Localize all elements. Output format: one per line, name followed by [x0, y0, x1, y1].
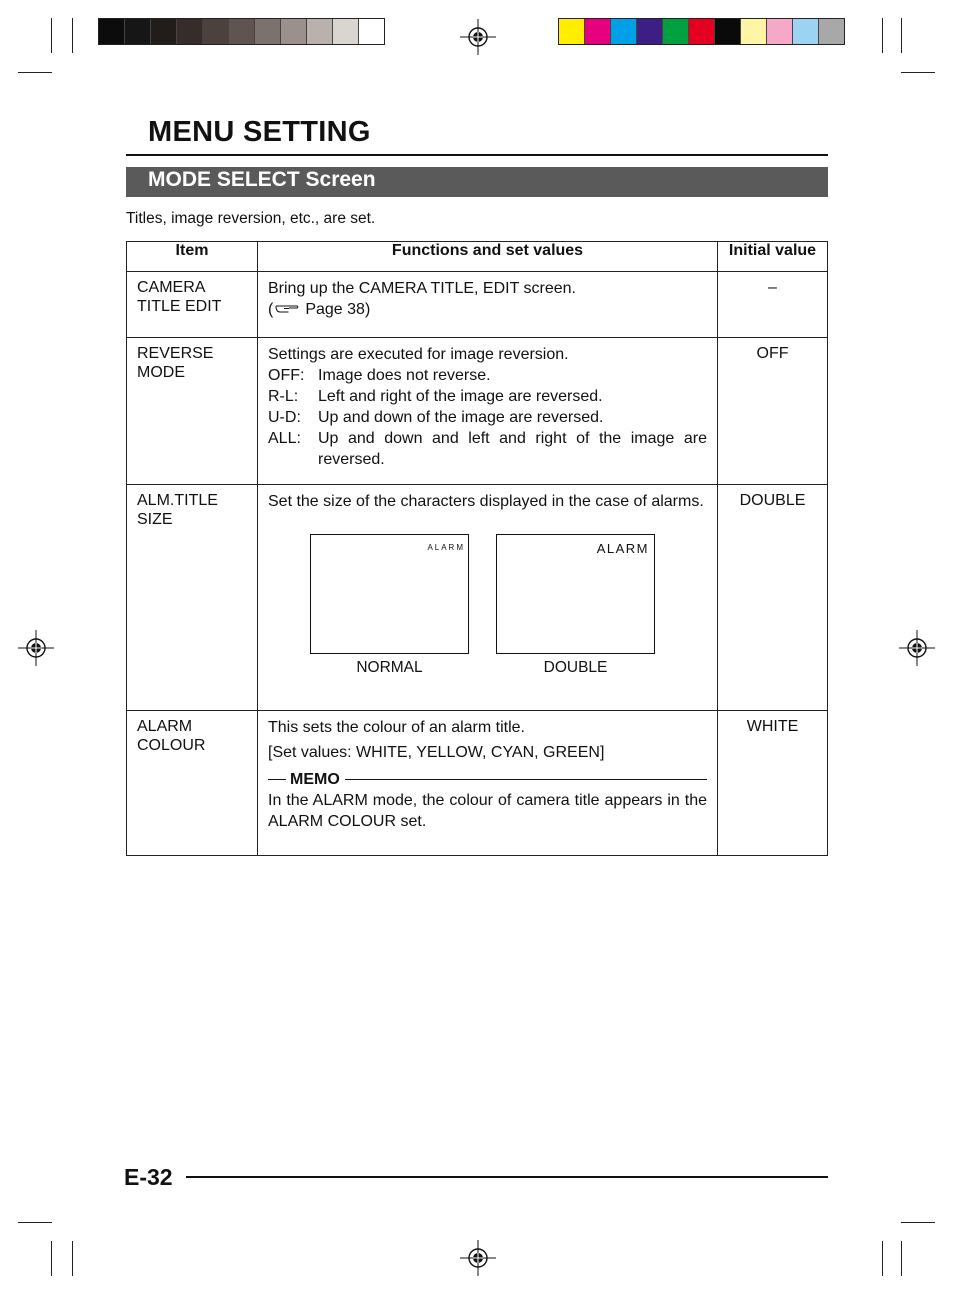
- memo-text: In the ALARM mode, the colour of camera title appears in the ALARM COLOUR set.: [268, 792, 707, 830]
- double-alarm-text: ALARM: [596, 541, 649, 556]
- initial-reverse-mode: OFF: [718, 338, 828, 485]
- color-swatch: [255, 19, 281, 44]
- color-swatch: [229, 19, 255, 44]
- crop-mark: [901, 72, 935, 73]
- color-swatch: [611, 19, 637, 44]
- normal-caption: NORMAL: [356, 659, 423, 676]
- section-title: MODE SELECT Screen: [148, 168, 376, 191]
- function-alarm-colour: [258, 711, 718, 856]
- function-alm-title-size: [258, 485, 718, 711]
- color-swatch: [819, 19, 844, 44]
- color-swatch: [125, 19, 151, 44]
- camera-title-edit-desc: Bring up the CAMERA TITLE, EDIT screen.: [268, 280, 576, 297]
- double-preview-screen: [496, 534, 655, 654]
- normal-preview-screen: [310, 534, 469, 654]
- page-reference: ( Page 38): [268, 301, 371, 318]
- color-swatch: [585, 19, 611, 44]
- initial-camera-title-edit: –: [718, 272, 828, 338]
- registration-mark-icon: [460, 1240, 496, 1276]
- item-camera-title-edit: CAMERA TITLE EDIT: [127, 272, 258, 338]
- color-swatch: [203, 19, 229, 44]
- function-camera-title-edit: [258, 272, 718, 338]
- color-swatch: [177, 19, 203, 44]
- memo-header: [268, 769, 707, 790]
- color-calibration-bar: [558, 18, 845, 45]
- color-swatch: [663, 19, 689, 44]
- color-swatch: [767, 19, 793, 44]
- crop-mark: [882, 18, 883, 53]
- crop-mark: [72, 18, 73, 53]
- crop-mark: [51, 1241, 52, 1276]
- reverse-mode-intro: Settings are executed for image reversion.: [268, 346, 569, 363]
- item-alm-title-size: ALM.TITLE SIZE: [127, 485, 258, 711]
- color-swatch: [715, 19, 741, 44]
- header-functions: Functions and set values: [258, 242, 718, 272]
- double-caption: DOUBLE: [543, 659, 608, 676]
- function-reverse-mode: [258, 338, 718, 485]
- page-number: E-32: [124, 1164, 173, 1190]
- color-swatch: [689, 19, 715, 44]
- table-row-alarm-colour: [127, 711, 828, 856]
- pointing-hand-icon: [275, 301, 299, 315]
- section-header: [126, 167, 828, 197]
- color-swatch: [99, 19, 125, 44]
- item-reverse-mode: REVERSE MODE: [127, 338, 258, 485]
- color-swatch: [151, 19, 177, 44]
- option-all: ALL: Up and down and left and right of the image are reversed.: [268, 430, 707, 468]
- memo-dash: [268, 779, 286, 780]
- crop-mark: [51, 18, 52, 53]
- table-row-reverse-mode: [127, 338, 828, 485]
- header-item: Item: [127, 242, 258, 272]
- crop-mark: [882, 1241, 883, 1276]
- table-header-row: [127, 242, 828, 272]
- normal-alarm-text: ALARM: [427, 543, 465, 552]
- title-rule: [126, 154, 828, 156]
- crop-mark: [72, 1241, 73, 1276]
- header-initial-value: Initial value: [718, 242, 828, 272]
- color-swatch: [359, 19, 384, 44]
- alm-title-size-desc: Set the size of the characters displayed in the case of alarms.: [268, 493, 704, 510]
- registration-mark-icon: [899, 630, 935, 666]
- gray-calibration-bar: [98, 18, 385, 45]
- color-swatch: [741, 19, 767, 44]
- alarm-colour-desc: This sets the colour of an alarm title.: [268, 719, 525, 736]
- registration-mark-icon: [460, 19, 496, 55]
- memo-rule: [345, 779, 707, 780]
- crop-mark: [901, 1241, 902, 1276]
- intro-text: Titles, image reversion, etc., are set.: [126, 210, 376, 227]
- color-swatch: [793, 19, 819, 44]
- option-r-l: R-L: Left and right of the image are reversed.: [268, 388, 603, 405]
- color-swatch: [637, 19, 663, 44]
- color-swatch: [559, 19, 585, 44]
- mode-select-table: [126, 241, 828, 856]
- alarm-colour-set-values: [Set values: WHITE, YELLOW, CYAN, GREEN]: [268, 744, 605, 761]
- registration-mark-icon: [18, 630, 54, 666]
- table-row-camera-title-edit: [127, 272, 828, 338]
- option-off: OFF: Image does not reverse.: [268, 367, 491, 384]
- color-swatch: [333, 19, 359, 44]
- color-swatch: [281, 19, 307, 44]
- option-u-d: U-D: Up and down of the image are reversed.: [268, 409, 604, 426]
- table-row-alm-title-size: [127, 485, 828, 711]
- crop-mark: [901, 1222, 935, 1223]
- crop-mark: [18, 1222, 52, 1223]
- crop-mark: [901, 18, 902, 53]
- initial-alm-title-size: DOUBLE: [718, 485, 828, 711]
- item-alarm-colour: ALARM COLOUR: [127, 711, 258, 856]
- page-title: MENU SETTING: [148, 116, 371, 148]
- initial-alarm-colour: WHITE: [718, 711, 828, 856]
- memo-label: MEMO: [290, 771, 340, 788]
- color-swatch: [307, 19, 333, 44]
- footer-rule: [186, 1176, 828, 1178]
- crop-mark: [18, 72, 52, 73]
- alarm-size-previews: [268, 512, 707, 692]
